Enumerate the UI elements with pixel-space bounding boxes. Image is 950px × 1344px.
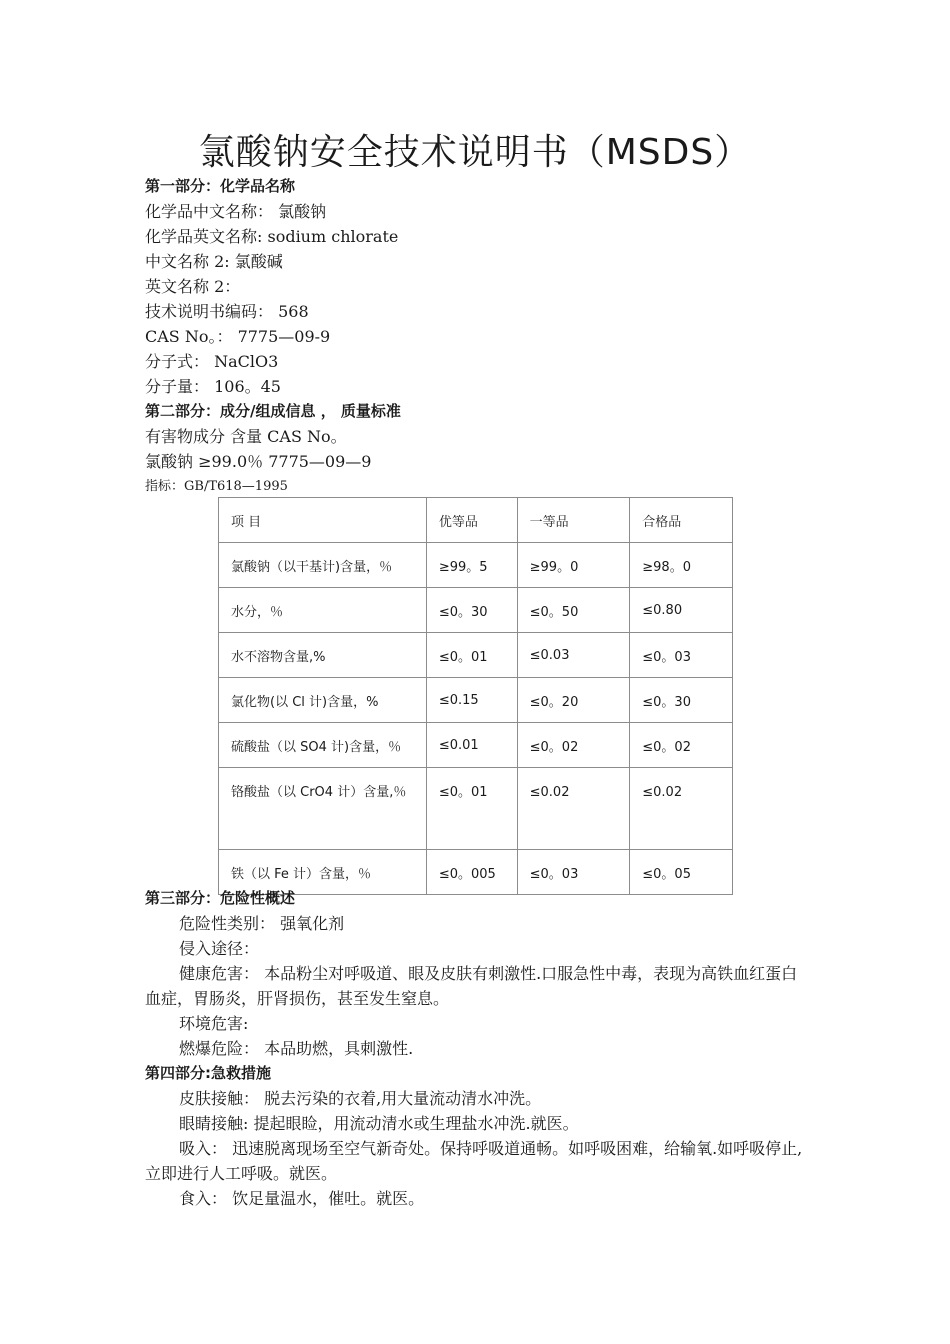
table-cell: ≤0.02 bbox=[630, 768, 733, 850]
table-cell: ≤0。03 bbox=[517, 850, 630, 895]
environment-line: 环境危害: bbox=[179, 1014, 249, 1033]
table-cell: ≤0。20 bbox=[517, 678, 630, 723]
table-header-cell: 优等品 bbox=[426, 498, 517, 543]
table-cell: ≥98。0 bbox=[630, 543, 733, 588]
en-name2-line: 英文名称 2： bbox=[145, 277, 241, 296]
table-row bbox=[219, 768, 733, 850]
table-row bbox=[219, 678, 733, 723]
table-row bbox=[219, 588, 733, 633]
table-cell: ≤0。05 bbox=[630, 850, 733, 895]
table-header-cell: 合格品 bbox=[630, 498, 733, 543]
doc-code-line: 技术说明书编码： 568 bbox=[145, 302, 309, 321]
table-cell: ≤0。02 bbox=[630, 723, 733, 768]
table-cell: ≤0.01 bbox=[426, 723, 517, 768]
route-line: 侵入途径： bbox=[179, 939, 260, 958]
table-cell: ≤0。03 bbox=[630, 633, 733, 678]
part3-heading: 第三部分：危险性概述 bbox=[145, 889, 296, 907]
table-cell: ≥99。0 bbox=[517, 543, 630, 588]
table-cell: 氯酸钠（以干基计)含量，％ bbox=[219, 543, 427, 588]
skin-contact-line: 皮肤接触： 脱去污染的衣着,用大量流动清水冲洗。 bbox=[179, 1089, 542, 1108]
table-cell: ≤0。01 bbox=[426, 768, 517, 850]
part4-heading: 第四部分:急救措施 bbox=[145, 1064, 271, 1082]
table-cell: ≤0。02 bbox=[517, 723, 630, 768]
table-cell: 铁（以 Fe 计）含量，％ bbox=[219, 850, 427, 895]
table-header-row bbox=[219, 498, 733, 543]
hazard-class-line: 危险性类别： 强氧化剂 bbox=[179, 914, 345, 933]
composition-line: 氯酸钠 ≥99.0％ 7775—09—9 bbox=[145, 452, 372, 471]
table-cell: ≤0.02 bbox=[517, 768, 630, 850]
table-row bbox=[219, 723, 733, 768]
cn-name2-line: 中文名称 2: 氯酸碱 bbox=[145, 252, 283, 271]
table-cell: 水不溶物含量,% bbox=[219, 633, 427, 678]
table-header-cell: 项 目 bbox=[219, 498, 427, 543]
table-cell: 氯化物(以 Cl 计)含量，% bbox=[219, 678, 427, 723]
table-cell: 铬酸盐（以 CrO4 计）含量,％ bbox=[219, 768, 427, 850]
part1-heading: 第一部分：化学品名称 bbox=[145, 177, 296, 195]
table-cell: ≤0.15 bbox=[426, 678, 517, 723]
table-row bbox=[219, 543, 733, 588]
ingestion-line: 食入： 饮足量温水，催吐。就医。 bbox=[179, 1189, 425, 1208]
mol-weight-line: 分子量： 106。45 bbox=[145, 377, 281, 396]
part2-heading: 第二部分：成分/组成信息 ， 质量标准 bbox=[145, 402, 401, 420]
table-cell: ≤0.80 bbox=[630, 588, 733, 633]
eye-contact-line: 眼睛接触: 提起眼睑，用流动清水或生理盐水冲洗.就医。 bbox=[179, 1114, 579, 1133]
table-cell: ≥99。5 bbox=[426, 543, 517, 588]
cn-name-line: 化学品中文名称： 氯酸钠 bbox=[145, 202, 327, 221]
inhalation-paragraph: 吸入： 迅速脱离现场至空气新奇处。保持呼吸道通畅。如呼吸困难，给输氧.如呼吸停止,立即进行人工呼吸。就医。 bbox=[145, 1139, 803, 1183]
table-cell: ≤0。30 bbox=[426, 588, 517, 633]
table-row bbox=[219, 633, 733, 678]
table-cell: ≤0。005 bbox=[426, 850, 517, 895]
standard-line: 指标：GB/T618—1995 bbox=[145, 479, 288, 494]
en-name-line: 化学品英文名称: sodium chlorate bbox=[145, 227, 399, 246]
quality-table bbox=[218, 497, 733, 895]
fire-hazard-line: 燃爆危险： 本品助燃，具刺激性. bbox=[179, 1039, 414, 1058]
table-cell: ≤0。01 bbox=[426, 633, 517, 678]
formula-line: 分子式： NaClO3 bbox=[145, 352, 279, 371]
composition-header-line: 有害物成分 含量 CAS No。 bbox=[145, 427, 347, 446]
table-cell: 水分，％ bbox=[219, 588, 427, 633]
table-row bbox=[219, 850, 733, 895]
health-hazard-paragraph: 健康危害： 本品粉尘对呼吸道、眼及皮肤有刺激性.口服急性中毒，表现为高铁血红蛋白血症，胃肠炎，肝肾损伤，甚至发生窒息。 bbox=[145, 964, 798, 1008]
table-cell: ≤0。30 bbox=[630, 678, 733, 723]
table-header-cell: 一等品 bbox=[517, 498, 630, 543]
table-cell: ≤0。50 bbox=[517, 588, 630, 633]
table-cell: 硫酸盐（以 SO4 计)含量，％ bbox=[219, 723, 427, 768]
table-cell: ≤0.03 bbox=[517, 633, 630, 678]
page-title: 氯酸钠安全技术说明书（MSDS） bbox=[198, 132, 752, 173]
cas-line: CAS No。： 7775—09-9 bbox=[145, 327, 331, 346]
